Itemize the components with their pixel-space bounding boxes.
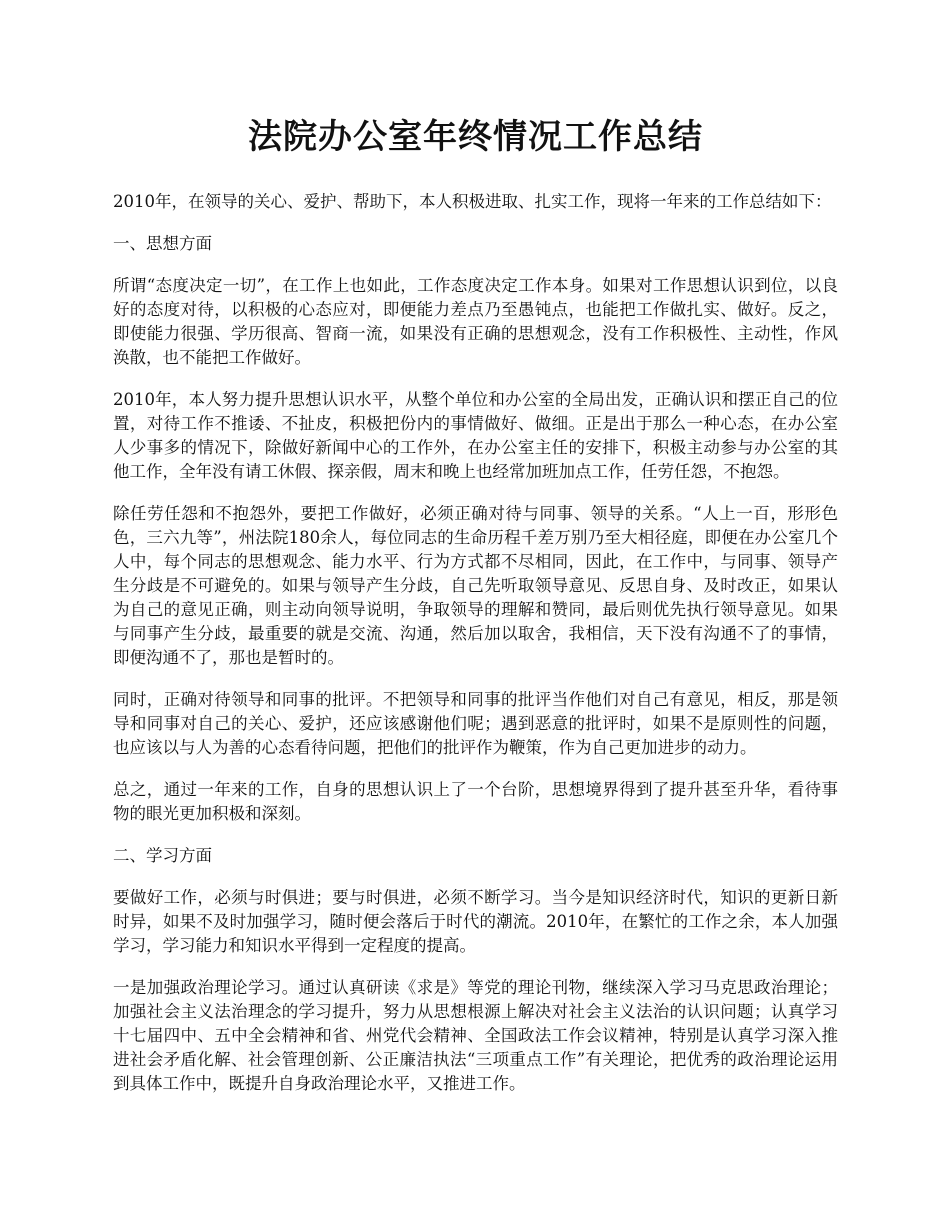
section-heading-study: 二、学习方面 — [113, 846, 212, 865]
intro-paragraph: 2010年，在领导的关心、爱护、帮助下，本人积极进取、扎实工作，现将一年来的工作总结如下： — [113, 192, 832, 211]
document-title: 法院办公室年终情况工作总结 — [248, 117, 703, 157]
paragraph: 2010年，本人努力提升思想认识水平，从整个单位和办公室的全局出发，正确认识和摆正自己的位置，对待工作不推诿、不扯皮，积极把份内的事情做好、做细。正是出于那么一种心态，在办公室人少事多的情况下，除做好新闻中心的工作外，在办公室主任的安排下，积极主动参与办公室的其他工作，全年没有请工休假、探亲假，周末和晚上也经常加班加点工作，任劳任怨，不抱怨。 — [113, 390, 838, 481]
paragraph: 同时，正确对待领导和同事的批评。不把领导和同事的批评当作他们对自己有意见，相反，那是领导和同事对自己的关心、爱护，还应该感谢他们呢；遇到恶意的批评时，如果不是原则性的问题，也应该以与人为善的心态看待问题，把他们的批评作为鞭策，作为自己更加进步的动力。 — [113, 690, 838, 757]
paragraph: 除任劳任怨和不抱怨外，要把工作做好，必须正确对待与同事、领导的关系。“人上一百，形形色色，三六九等”，州法院180余人，每位同志的生命历程千差万别乃至大相径庭，即便在办公室几个人中，每个同志的思想观念、能力水平、行为方式都不尽相同，因此，在工作中，与同事、领导产生分歧是不可避免的。如果与领导产生分歧，自己先听取领导意见、反思自身、及时改正，如果认为自己的意见正确，则主动向领导说明，争取领导的理解和赞同，最后则优先执行领导意见。如果与同事产生分歧，最重要的就是交流、沟通，然后加以取舍，我相信，天下没有沟通不了的事情，即便沟通不了，那也是暂时的。 — [113, 504, 838, 667]
paragraph: 一是加强政治理论学习。通过认真研读《求是》等党的理论刊物，继续深入学习马克思政治理论；加强社会主义法治理念的学习提升，努力从思想根源上解决对社会主义法治的认识问题；认真学习十七届四中、五中全会精神和省、州党代会精神、全国政法工作会议精神，特别是认真学习深入推进社会矛盾化解、社会管理创新、公正廉洁执法“三项重点工作”有关理论，把优秀的政治理论运用到具体工作中，既提升自身政治理论水平，又推进工作。 — [113, 978, 838, 1093]
section-heading-thought: 一、思想方面 — [113, 234, 212, 253]
paragraph: 要做好工作，必须与时俱进；要与时俱进，必须不断学习。当今是知识经济时代，知识的更新日新时异，如果不及时加强学习，随时便会落后于时代的潮流。2010年，在繁忙的工作之余，本人加强学习，学习能力和知识水平得到一定程度的提高。 — [113, 888, 838, 955]
paragraph: 所谓“态度决定一切”，在工作上也如此，工作态度决定工作本身。如果对工作思想认识到位，以良好的态度对待，以积极的心态应对，即便能力差点乃至愚钝点，也能把工作做扎实、做好。反之，即使能力很强、学历很高、智商一流，如果没有正确的思想观念，没有工作积极性、主动性，作风涣散，也不能把工作做好。 — [113, 276, 838, 367]
paragraph: 总之，通过一年来的工作，自身的思想认识上了一个台阶，思想境界得到了提升甚至升华，看待事物的眼光更加积极和深刻。 — [113, 780, 838, 823]
